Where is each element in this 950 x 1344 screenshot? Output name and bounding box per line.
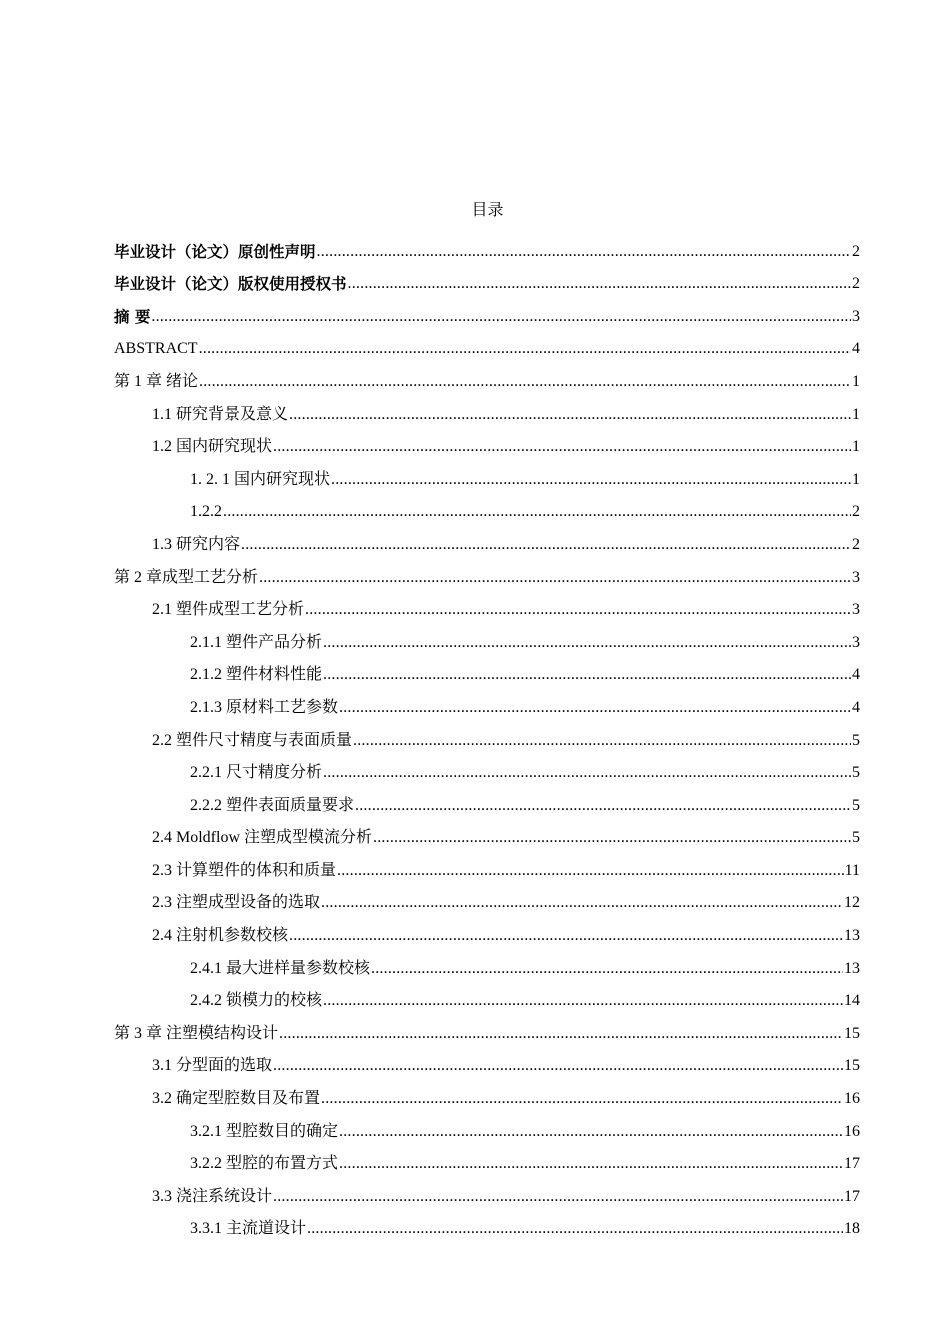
toc-entry-label: 2.2.1 尺寸精度分析 xyxy=(190,764,323,782)
toc-entry-page-number: 1 xyxy=(852,372,860,390)
toc-entry-label: 第 2 章成型工艺分析 xyxy=(114,568,259,586)
toc-entry-page-number: 5 xyxy=(852,796,860,814)
toc-entry-label: 2.1.2 塑件材料性能 xyxy=(190,666,323,684)
toc-dot-leader xyxy=(323,664,851,686)
toc-entry[interactable] xyxy=(114,817,860,850)
toc-dot-leader xyxy=(151,306,851,328)
toc-entry-page-number: 3 xyxy=(852,633,860,651)
toc-dot-leader xyxy=(323,762,851,784)
toc-entry-label: 3.2.2 型腔的布置方式 xyxy=(190,1155,339,1173)
toc-entry-page-number: 15 xyxy=(844,1057,860,1075)
toc-entry[interactable] xyxy=(114,1143,860,1176)
toc-entry[interactable] xyxy=(114,1045,860,1078)
toc-dot-leader xyxy=(279,1023,843,1045)
toc-dot-leader xyxy=(223,501,851,523)
toc-dot-leader xyxy=(348,273,851,295)
toc-entry-page-number: 16 xyxy=(844,1122,860,1140)
toc-dot-leader xyxy=(331,469,851,491)
toc-entry-label: 2.4 Moldflow 注塑成型模流分析 xyxy=(152,829,373,847)
toc-dot-leader xyxy=(355,795,851,817)
toc-entry-label: 第 3 章 注塑模结构设计 xyxy=(114,1024,279,1042)
toc-entry-label: 2.1 塑件成型工艺分析 xyxy=(152,601,305,619)
toc-dot-leader xyxy=(307,1218,843,1240)
toc-entry[interactable] xyxy=(114,914,860,947)
toc-entry-page-number: 1 xyxy=(852,438,860,456)
toc-entry-label: 3.1 分型面的选取 xyxy=(152,1057,273,1075)
toc-dot-leader xyxy=(241,534,851,556)
toc-dot-leader xyxy=(321,1088,843,1110)
toc-entry-page-number: 2 xyxy=(852,503,860,521)
toc-entry-label: 2.4.1 最大进样量参数校核 xyxy=(190,959,371,977)
toc-entry-page-number: 18 xyxy=(844,1220,860,1238)
toc-entry-page-number: 16 xyxy=(844,1090,860,1108)
toc-entry[interactable] xyxy=(114,1175,860,1208)
toc-dot-leader xyxy=(339,1153,843,1175)
toc-dot-leader xyxy=(199,338,851,360)
toc-dot-leader xyxy=(323,632,851,654)
toc-entry[interactable] xyxy=(114,491,860,524)
toc-entry-page-number: 12 xyxy=(844,894,860,912)
toc-entry[interactable] xyxy=(114,849,860,882)
toc-entry-page-number: 1 xyxy=(852,405,860,423)
toc-entry-label: 1.1 研究背景及意义 xyxy=(152,405,289,423)
toc-entry[interactable] xyxy=(114,719,860,752)
toc-entry[interactable] xyxy=(114,784,860,817)
toc-entry[interactable] xyxy=(114,1208,860,1241)
toc-entry-page-number: 1 xyxy=(852,470,860,488)
toc-entry-page-number: 4 xyxy=(852,340,860,358)
toc-entry-page-number: 5 xyxy=(852,829,860,847)
toc-entry[interactable] xyxy=(114,230,860,263)
toc-entry[interactable] xyxy=(114,295,860,328)
toc-entry-page-number: 4 xyxy=(852,666,860,684)
toc-dot-leader xyxy=(289,404,851,426)
toc-entry-page-number: 2 xyxy=(852,535,860,553)
toc-dot-leader xyxy=(321,892,843,914)
toc-dot-leader xyxy=(273,1055,843,1077)
toc-entry-page-number: 3 xyxy=(852,307,860,325)
toc-entry-label: 3.2.1 型腔数目的确定 xyxy=(190,1122,339,1140)
toc-dot-leader xyxy=(317,241,851,263)
toc-entry-page-number: 5 xyxy=(852,731,860,749)
toc-entry-label: 3.3.1 主流道设计 xyxy=(190,1220,307,1238)
toc-entry-page-number: 3 xyxy=(852,568,860,586)
toc-dot-leader xyxy=(339,1121,843,1143)
toc-dot-leader xyxy=(273,1186,843,1208)
toc-entry-label: 2.2 塑件尺寸精度与表面质量 xyxy=(152,731,353,749)
toc-entry-label: 2.3 注塑成型设备的选取 xyxy=(152,894,321,912)
toc-entry-page-number: 3 xyxy=(852,601,860,619)
toc-entry[interactable] xyxy=(114,589,860,622)
toc-entry-label: 第 1 章 绪论 xyxy=(114,372,199,390)
toc-entry-page-number: 4 xyxy=(852,698,860,716)
toc-entry-label: 2.4 注射机参数校核 xyxy=(152,927,289,945)
toc-entry[interactable] xyxy=(114,654,860,687)
toc-entry[interactable] xyxy=(114,1077,860,1110)
toc-entry[interactable] xyxy=(114,621,860,654)
toc-title: 目录 xyxy=(471,202,504,219)
toc-entry-label: 毕业设计（论文）版权使用授权书 xyxy=(114,275,347,294)
toc-entry[interactable] xyxy=(114,980,860,1013)
toc-entry[interactable] xyxy=(114,556,860,589)
toc-entry[interactable] xyxy=(114,393,860,426)
toc-entry-label: 2.3 计算塑件的体积和质量 xyxy=(152,861,337,879)
toc-dot-leader xyxy=(371,958,843,980)
toc-entry-label: 2.1.1 塑件产品分析 xyxy=(190,633,323,651)
toc-entry[interactable] xyxy=(114,1110,860,1143)
toc-entry-label: 毕业设计（论文）原创性声明 xyxy=(114,242,316,261)
toc-entry[interactable] xyxy=(114,328,860,361)
toc-entry-page-number: 17 xyxy=(844,1155,860,1173)
toc-entry[interactable] xyxy=(114,458,860,491)
toc-entry-label: 3.3 浇注系统设计 xyxy=(152,1187,273,1205)
toc-dot-leader xyxy=(323,990,843,1012)
toc-dot-leader xyxy=(339,697,851,719)
toc-dot-leader xyxy=(273,436,851,458)
toc-entry[interactable] xyxy=(114,947,860,980)
toc-entry-page-number: 11 xyxy=(844,861,860,879)
toc-entry-page-number: 2 xyxy=(852,242,860,260)
toc-entry-label: ABSTRACT xyxy=(114,340,198,358)
toc-entry[interactable] xyxy=(114,686,860,719)
toc-entry-label: 2.1.3 原材料工艺参数 xyxy=(190,698,339,716)
toc-entry-page-number: 5 xyxy=(852,764,860,782)
toc-entry-label: 2.4.2 锁模力的校核 xyxy=(190,992,323,1010)
toc-entry[interactable] xyxy=(114,752,860,785)
toc-dot-leader xyxy=(373,827,851,849)
toc-dot-leader xyxy=(199,371,851,393)
toc-entry-label: 1.2 国内研究现状 xyxy=(152,438,273,456)
toc-entry-page-number: 13 xyxy=(844,927,860,945)
toc-entry-page-number: 15 xyxy=(844,1024,860,1042)
toc-entry[interactable] xyxy=(114,1012,860,1045)
toc-entry[interactable] xyxy=(114,882,860,915)
toc-dot-leader xyxy=(353,730,851,752)
toc-entry[interactable] xyxy=(114,523,860,556)
toc-entry-label: 2.2.2 塑件表面质量要求 xyxy=(190,796,355,814)
toc-entry-label: 3.2 确定型腔数目及布置 xyxy=(152,1090,321,1108)
toc-entry-label: 1.3 研究内容 xyxy=(152,535,241,553)
toc-dot-leader xyxy=(337,860,844,882)
toc-entry-page-number: 2 xyxy=(852,275,860,293)
toc-entry-page-number: 13 xyxy=(844,959,860,977)
table-of-contents xyxy=(114,230,860,1240)
toc-entry-label: 1.2.2 xyxy=(190,503,222,521)
toc-entry-page-number: 17 xyxy=(844,1187,860,1205)
toc-entry[interactable] xyxy=(114,360,860,393)
toc-dot-leader xyxy=(305,599,851,621)
toc-entry-label: 1. 2. 1 国内研究现状 xyxy=(190,470,331,488)
toc-entry-label: 摘 要 xyxy=(114,307,151,326)
toc-entry-page-number: 14 xyxy=(844,992,860,1010)
toc-dot-leader xyxy=(259,567,851,589)
toc-entry[interactable] xyxy=(114,263,860,296)
toc-entry[interactable] xyxy=(114,426,860,459)
toc-dot-leader xyxy=(289,925,843,947)
